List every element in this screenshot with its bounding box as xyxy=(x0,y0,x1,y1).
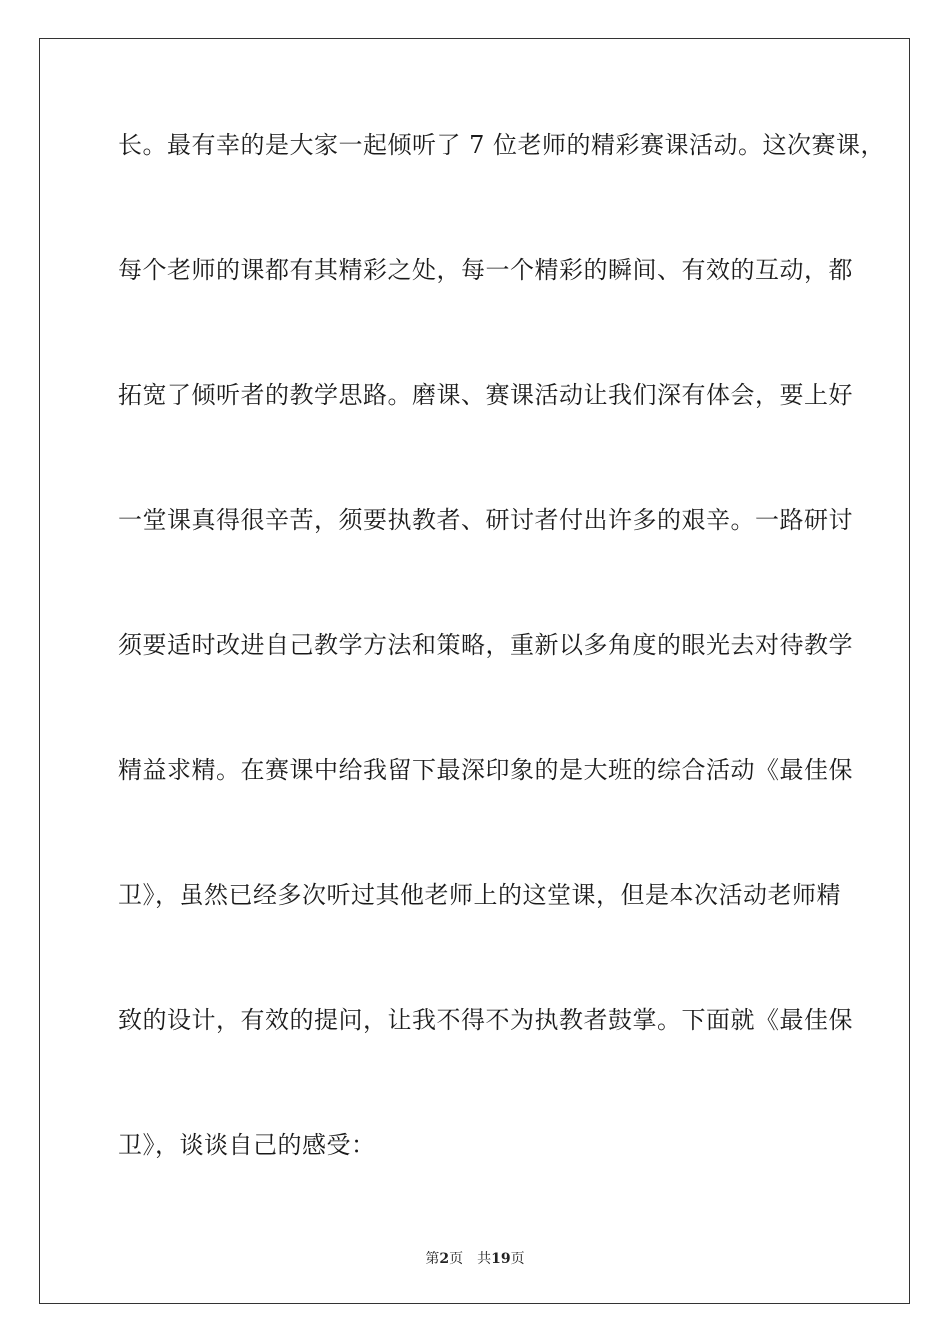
text-line-6: 精益求精。在赛课中给我留下最深印象的是大班的综合活动《最佳保 xyxy=(118,756,853,784)
text-line-5: 须要适时改进自己教学方法和策略，重新以多角度的眼光去对待教学 xyxy=(118,631,853,659)
total-pages: 19 xyxy=(491,1251,511,1267)
text-line-4: 一堂课真得很辛苦，须要执教者、研讨者付出许多的艰辛。一路研讨 xyxy=(118,506,853,534)
text-line-1: 长。最有幸的是大家一起倾听了 7 位老师的精彩赛课活动。这次赛课， xyxy=(118,131,886,159)
body-text xyxy=(118,130,886,1255)
text-line-3: 拓宽了倾听者的教学思路。磨课、赛课活动让我们深有体会，要上好 xyxy=(118,381,853,409)
page-prefix: 第 xyxy=(425,1251,440,1267)
text-line-7: 卫》，虽然已经多次听过其他老师上的这堂课，但是本次活动老师精 xyxy=(118,881,841,909)
total-prefix: 共 xyxy=(477,1251,492,1267)
text-line-2: 每个老师的课都有其精彩之处，每一个精彩的瞬间、有效的互动，都 xyxy=(118,256,853,284)
total-suffix: 页 xyxy=(510,1251,525,1267)
page-number: 2 xyxy=(439,1251,450,1267)
page-suffix: 页 xyxy=(449,1251,464,1267)
page-footer xyxy=(0,1248,950,1268)
text-line-9: 卫》，谈谈自己的感受： xyxy=(118,1131,376,1159)
text-line-8: 致的设计，有效的提问，让我不得不为执教者鼓掌。下面就《最佳保 xyxy=(118,1006,853,1034)
